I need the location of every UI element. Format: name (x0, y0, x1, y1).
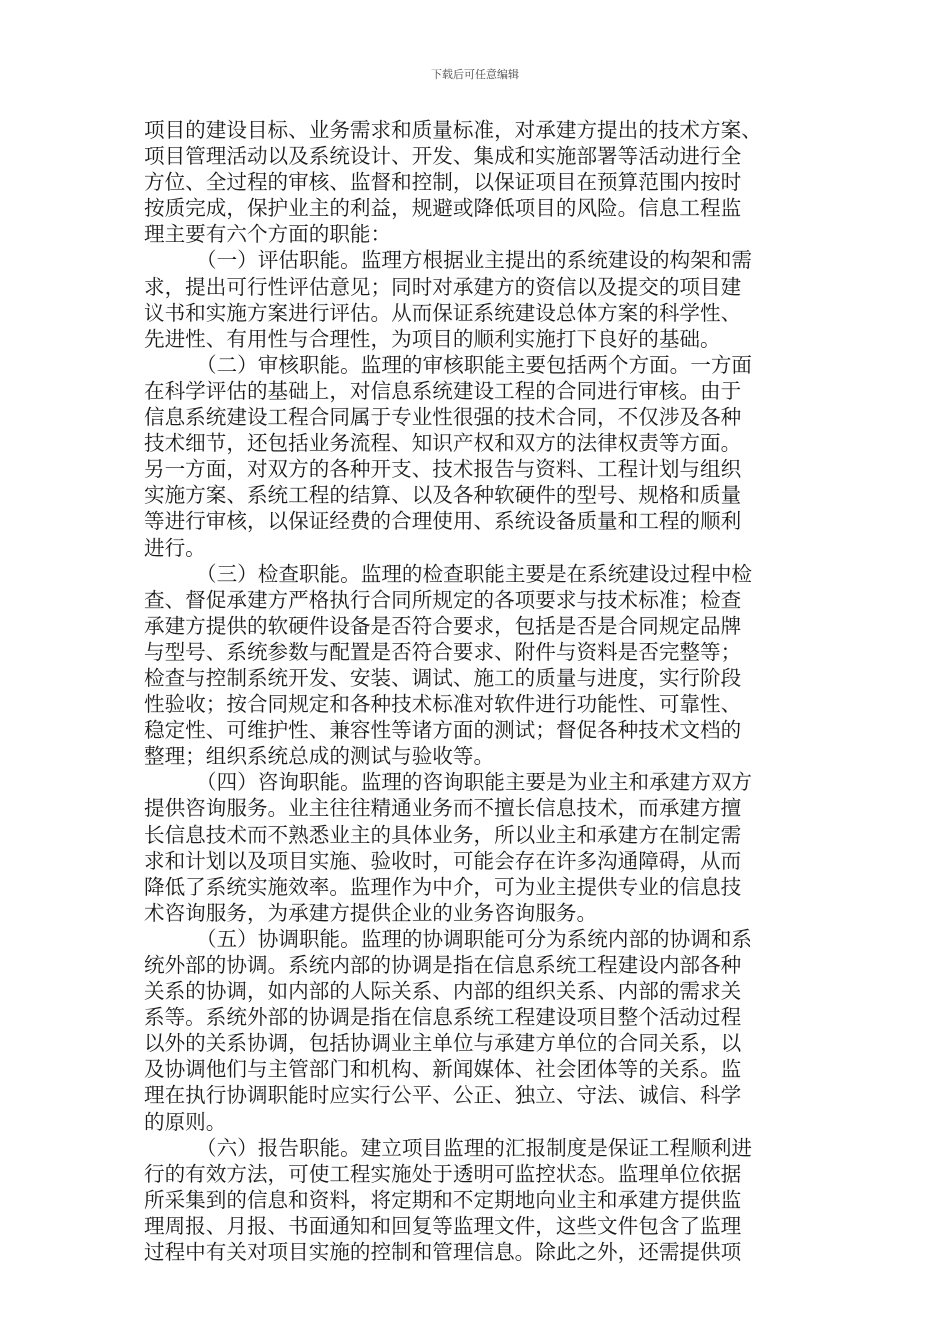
text-line: 过程中有关对项目实施的控制和管理信息。除此之外，还需提供项 (144, 1240, 742, 1265)
text-line: 信息系统建设工程合同属于专业性很强的技术合同，不仅涉及各种 (144, 405, 742, 430)
text-line: 降低了系统实施效率。监理作为中介，可为业主提供专业的信息技 (144, 874, 742, 899)
text-line: 承建方提供的软硬件设备是否符合要求，包括是否是合同规定品牌 (144, 613, 742, 638)
text-line: 议书和实施方案进行评估。从而保证系统建设总体方案的科学性、 (144, 300, 742, 325)
paragraph-first-line: （五）协调职能。监理的协调职能可分为系统内部的协调和系 (196, 926, 753, 951)
text-line: 理周报、月报、书面通知和回复等监理文件，这些文件包含了监理 (144, 1213, 742, 1238)
paragraph-first-line: （二）审核职能。监理的审核职能主要包括两个方面。一方面 (196, 352, 753, 377)
text-line: 以外的关系协调，包括协调业主单位与承建方单位的合同关系，以 (144, 1031, 742, 1056)
paragraph-first-line: （一）评估职能。监理方根据业主提出的系统建设的构架和需 (196, 248, 753, 273)
paragraph-first-line: （三）检查职能。监理的检查职能主要是在系统建设过程中检 (196, 561, 753, 586)
paragraph-first-line: （六）报告职能。建立项目监理的汇报制度是保证工程顺利进 (196, 1135, 753, 1160)
document-body (144, 117, 808, 1265)
text-line: 所采集到的信息和资料，将定期和不定期地向业主和承建方提供监 (144, 1187, 742, 1212)
text-line: 关系的协调，如内部的人际关系、内部的组织关系、内部的需求关 (144, 979, 742, 1004)
text-line: 术咨询服务，为承建方提供企业的业务咨询服务。 (144, 900, 598, 925)
text-line: 进行。 (144, 535, 206, 560)
text-line: 稳定性、可维护性、兼容性等诸方面的测试；督促各种技术文档的 (144, 718, 742, 743)
text-line: 在科学评估的基础上，对信息系统建设工程的合同进行审核。由于 (144, 378, 742, 403)
text-line: 长信息技术而不熟悉业主的具体业务，所以业主和承建方在制定需 (144, 822, 742, 847)
text-line: 统外部的协调。系统内部的协调是指在信息系统工程建设内部各种 (144, 953, 742, 977)
text-line: 项目的建设目标、业务需求和质量标准，对承建方提出的技术方案、 (144, 118, 762, 142)
text-line: 等进行审核，以保证经费的合理使用、系统设备质量和工程的顺利 (144, 509, 742, 534)
text-line: 按质完成，保护业主的利益，规避或降低项目的风险。信息工程监 (144, 196, 742, 221)
text-line: 及协调他们与主管部门和机构、新闻媒体、社会团体等的关系。监 (144, 1057, 742, 1082)
paragraph-first-line: （四）咨询职能。监理的咨询职能主要是为业主和承建方双方 (196, 770, 753, 795)
text-line: 的原则。 (144, 1109, 227, 1134)
text-line: 性验收；按合同规定和各种技术标准对软件进行功能性、可靠性、 (144, 692, 742, 717)
text-line: 理在执行协调职能时应实行公平、公正、独立、守法、诚信、科学 (144, 1083, 742, 1108)
text-line: 求和计划以及项目实施、验收时，可能会存在许多沟通障碍，从而 (144, 848, 742, 873)
text-line: 检查与控制系统开发、安装、调试、施工的质量与进度，实行阶段 (144, 665, 742, 690)
text-line: 整理；组织系统总成的测试与验收等。 (144, 744, 495, 769)
page-header-note: 下载后可任意编辑 (431, 68, 519, 81)
text-line: 技术细节，还包括业务流程、知识产权和双方的法律权责等方面。 (144, 431, 742, 456)
text-line: 先进性、有用性与合理性，为项目的顺利实施打下良好的基础。 (144, 326, 721, 351)
text-line: 查、督促承建方严格执行合同所规定的各项要求与技术标准；检查 (144, 587, 742, 612)
text-line: 行的有效方法，可使工程实施处于透明可监控状态。监理单位依据 (144, 1161, 742, 1186)
text-line: 实施方案、系统工程的结算、以及各种软硬件的型号、规格和质量 (144, 483, 742, 508)
text-line: 与型号、系统参数与配置是否符合要求、附件与资料是否完整等； (144, 639, 742, 664)
text-line: 项目管理活动以及系统设计、开发、集成和实施部署等活动进行全 (144, 144, 742, 169)
text-line: 方位、全过程的审核、监督和控制，以保证项目在预算范围内按时 (144, 170, 742, 195)
text-line: 提供咨询服务。业主往往精通业务而不擅长信息技术，而承建方擅 (144, 796, 742, 821)
text-line: 系等。系统外部的协调是指在信息系统工程建设项目整个活动过程 (144, 1005, 742, 1030)
text-line: 求，提出可行性评估意见；同时对承建方的资信以及提交的项目建 (144, 274, 742, 299)
text-line: 另一方面，对双方的各种开支、技术报告与资料、工程计划与组织 (144, 457, 742, 482)
text-line: 理主要有六个方面的职能： (144, 222, 392, 247)
